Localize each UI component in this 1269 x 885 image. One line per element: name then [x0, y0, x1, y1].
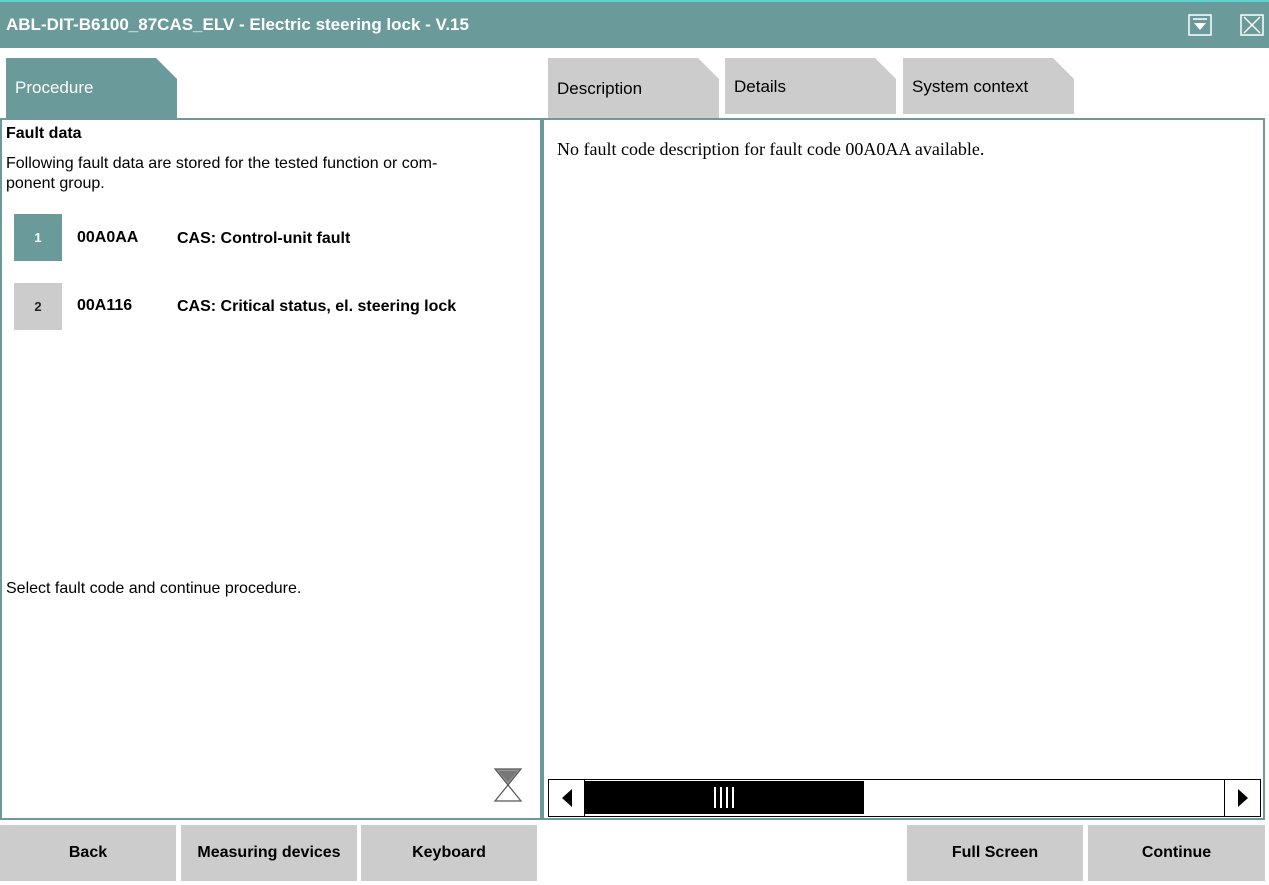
window-title: ABL-DIT-B6100_87CAS_ELV - Electric steering lock - V.15: [6, 15, 469, 34]
tab-system-context[interactable]: [903, 58, 1074, 114]
description-panel: [542, 118, 1265, 820]
fault-row[interactable]: [14, 214, 514, 262]
fault-row[interactable]: [14, 283, 514, 331]
tab-procedure[interactable]: [6, 58, 177, 119]
close-icon: [1240, 14, 1264, 36]
tab-description-label: Description: [557, 79, 643, 98]
minimize-button[interactable]: [1188, 14, 1212, 36]
tab-system-context-label: System context: [912, 77, 1029, 96]
horizontal-scrollbar[interactable]: [548, 779, 1261, 817]
tab-procedure-label: Procedure: [15, 78, 94, 97]
fault-index-button[interactable]: 1: [14, 214, 62, 261]
title-bar: [0, 0, 1269, 48]
fault-description: CAS: Critical status, el. steering lock: [177, 298, 457, 315]
fault-description: CAS: Control-unit fault: [177, 230, 351, 247]
procedure-panel: [0, 118, 542, 820]
description-text: No fault code description for fault code 00A0AA available.: [557, 139, 985, 159]
tab-details-label: Details: [734, 77, 786, 96]
fault-data-intro: Following fault data are stored for the tested function or com-ponent group.: [6, 155, 438, 192]
grip-icon: [714, 787, 734, 808]
close-button[interactable]: [1240, 14, 1264, 36]
procedure-hint: Select fault code and continue procedure.: [6, 580, 302, 597]
fault-code: 00A0AA: [77, 229, 139, 246]
measuring-devices-button[interactable]: Measuring devices: [181, 825, 357, 881]
fault-index-button[interactable]: 2: [14, 283, 62, 330]
scroll-right-button[interactable]: [1224, 780, 1260, 816]
hourglass-icon: [492, 766, 524, 804]
keyboard-button[interactable]: Keyboard: [361, 825, 537, 881]
back-button[interactable]: Back: [0, 825, 176, 881]
tab-details[interactable]: [725, 58, 896, 114]
scroll-left-button[interactable]: [549, 780, 585, 816]
fault-data-heading: Fault data: [6, 125, 82, 142]
fault-code: 00A116: [77, 297, 133, 314]
dropdown-minimize-icon: [1188, 14, 1212, 36]
arrow-left-icon: [560, 788, 574, 808]
continue-button[interactable]: Continue: [1088, 825, 1265, 881]
tab-description[interactable]: [548, 58, 719, 119]
arrow-right-icon: [1236, 788, 1250, 808]
scrollbar-thumb[interactable]: [585, 781, 864, 814]
full-screen-button[interactable]: Full Screen: [907, 825, 1083, 881]
